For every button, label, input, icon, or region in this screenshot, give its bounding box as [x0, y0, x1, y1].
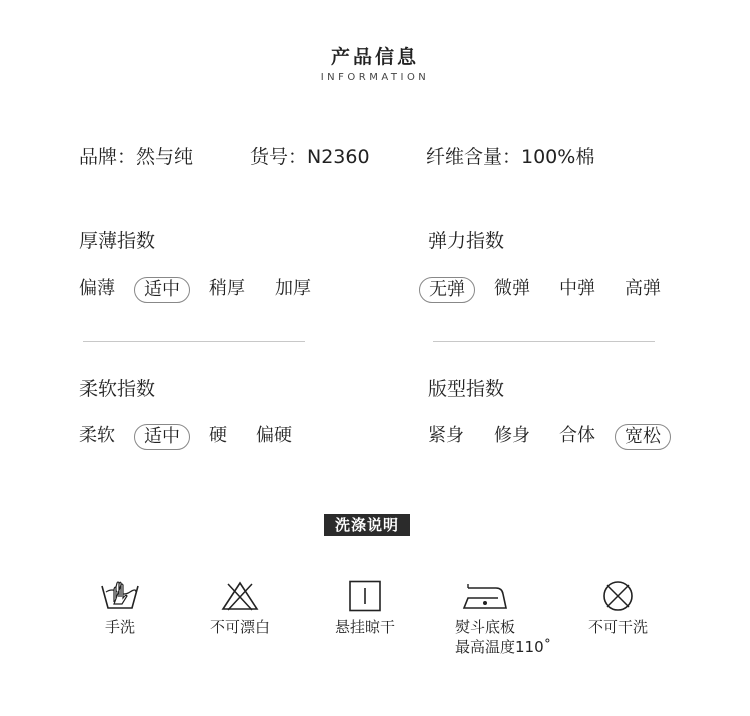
no-bleach-label: 不可漂白 — [209, 618, 270, 636]
no-dry-clean-label: 不可干洗 — [587, 618, 648, 636]
thickness-option-medium: 适中 — [134, 277, 190, 303]
hand-wash-icon — [65, 580, 175, 612]
care-item-hand-wash — [65, 580, 175, 637]
thickness-option-thin: 偏薄 — [79, 278, 115, 299]
brand-info: 品牌：然与纯 — [79, 146, 194, 168]
thickness-title: 厚薄指数 — [79, 230, 156, 252]
softness-options — [79, 424, 339, 450]
no-bleach-icon — [185, 580, 295, 612]
info-row — [0, 142, 750, 166]
care-item-hang-dry — [310, 580, 420, 637]
fit-option-tight: 紧身 — [428, 425, 464, 446]
fiber-content-info: 纤维含量：100%棉 — [426, 146, 595, 168]
care-item-no-bleach — [185, 580, 295, 637]
softness-option-medium: 适中 — [134, 424, 190, 450]
fit-option-loose: 宽松 — [615, 424, 671, 450]
fit-option-regular: 合体 — [559, 425, 595, 446]
divider-left — [83, 341, 305, 342]
fit-options — [428, 424, 688, 450]
hand-wash-label: 手洗 — [104, 618, 135, 636]
thickness-option-thick: 加厚 — [275, 278, 311, 299]
elasticity-option-medium: 中弹 — [559, 278, 595, 299]
elasticity-option-slight: 微弹 — [494, 278, 530, 299]
elasticity-title: 弹力指数 — [428, 230, 505, 252]
washing-title: 洗涤说明 — [324, 514, 410, 536]
page-title: 产品信息 — [330, 46, 419, 68]
iron-temperature-label: 最高温度110˚ — [455, 638, 552, 656]
elasticity-options — [419, 277, 679, 303]
item-number-info: 货号：N2360 — [250, 146, 370, 168]
iron-icon — [430, 580, 540, 612]
elasticity-option-high: 高弹 — [625, 278, 661, 299]
care-item-iron — [430, 580, 552, 657]
softness-title: 柔软指数 — [79, 378, 156, 400]
fit-title: 版型指数 — [428, 378, 505, 400]
page-subtitle: INFORMATION — [320, 72, 430, 83]
thickness-option-slightly-thick: 稍厚 — [209, 278, 245, 299]
divider-right — [433, 341, 655, 342]
softness-option-stiff: 偏硬 — [256, 425, 292, 446]
iron-label: 熨斗底板 — [455, 618, 516, 636]
hang-dry-label: 悬挂晾干 — [334, 618, 395, 636]
elasticity-option-none: 无弹 — [419, 277, 475, 303]
fit-option-slim: 修身 — [494, 425, 530, 446]
no-dry-clean-icon — [563, 580, 673, 612]
softness-option-soft: 柔软 — [79, 425, 115, 446]
hang-dry-icon — [310, 580, 420, 612]
thickness-options — [79, 277, 339, 303]
care-item-no-dry-clean — [563, 580, 673, 637]
softness-option-hard: 硬 — [209, 425, 227, 446]
